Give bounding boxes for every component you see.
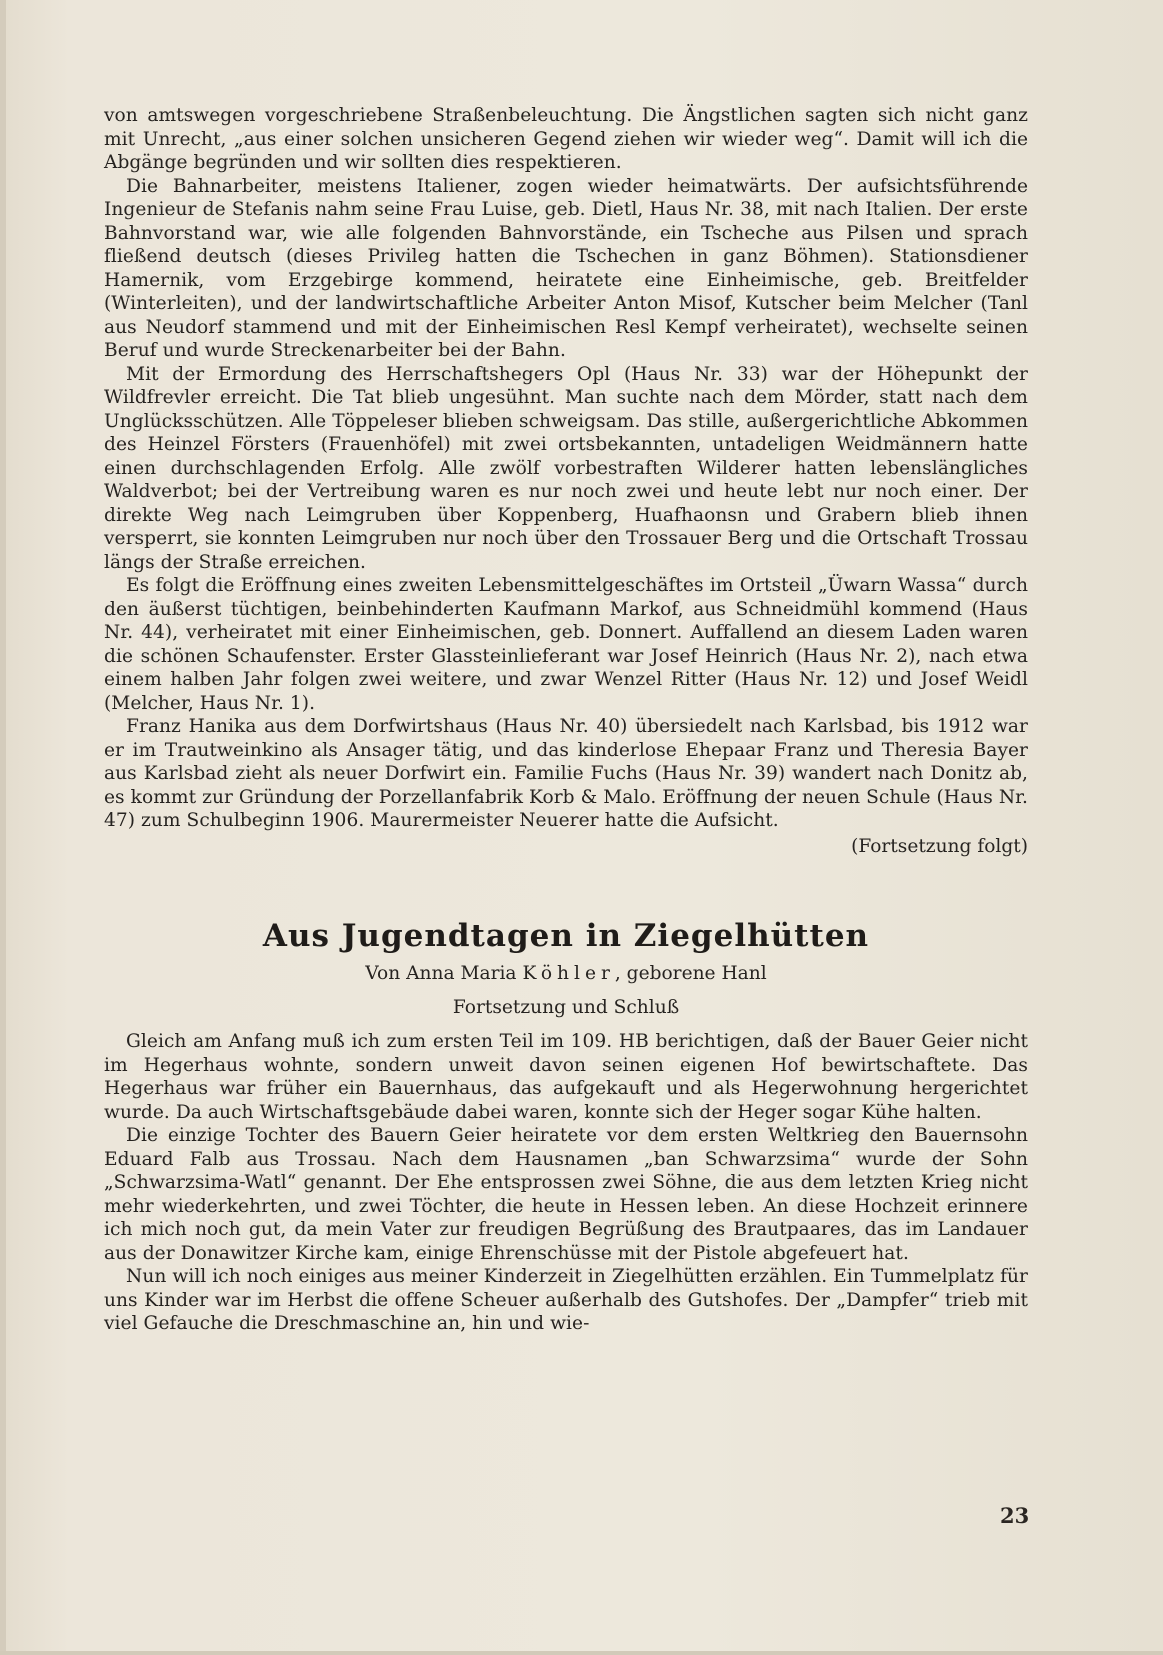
byline-author-name: Köhler <box>522 963 615 984</box>
article1-paragraph-3: Mit der Ermordung des Herrschaftshegers Opl (Haus Nr. 33) war der Höhepunkt der Wildfrevler erreicht. Die Tat blieb ungesühnt. Man suchte nach dem Mörder, statt nach dem Unglücksschützen. Alle Töppeleser blieben schweigsam. Das stille, außergerichtliche Abkommen des Heinzel Försters (Frauenhöfel) mit zwei ortsbekannten, untadeligen Weidmännern hatte einen durchschlagenden Erfolg. Alle zwölf vorbestraften Wilderer hatten lebenslängliches Waldverbot; bei der Vertreibung waren es nur noch zwei und heute lebt nur noch einer. Der direkte Weg nach Leimgruben über Koppenberg, Huafhaonsn und Grabern blieb ihnen versperrt, sie konnten Leimgruben nur noch über den Trossauer Berg und die Ortschaft Trossau längs der Straße erreichen. <box>104 363 1028 573</box>
continuation-note: (Fortsetzung folgt) <box>851 835 1028 857</box>
article1-paragraph-5: Franz Hanika aus dem Dorfwirtshaus (Haus Nr. 40) übersiedelt nach Karlsbad, bis 1912 war er im Trautweinkino als Ansager tätig, und das kinderlose Ehepaar Franz und Theresia Bayer aus Karlsbad zieht als neuer Dorfwirt ein. Familie Fuchs (Haus Nr. 39) wandert nach Donitz ab, es kommt zur Gründung der Porzellanfabrik Korb & Malo. Eröffnung der neuen Schule (Haus Nr. 47) zum Schulbeginn 1906. Maurermeister Neuerer hatte die Aufsicht. <box>104 716 1028 831</box>
page-number: 23 <box>1000 1503 1030 1528</box>
page-bottom-edge <box>0 1651 1163 1655</box>
article1-paragraph-2: Die Bahnarbeiter, meistens Italiener, zogen wieder heimatwärts. Der aufsichtsführende Ingenieur de Stefanis nahm seine Frau Luise, geb. Dietl, Haus Nr. 38, mit nach Italien. Der erste Bahnvorstand war, wie alle folgenden Bahnvorstände, ein Tscheche aus Pilsen und sprach fließend deutsch (dieses Privileg hatten die Tschechen in ganz Böhmen). Stationsdiener Hamernik, vom Erzgebirge kommend, heiratete eine Einheimische, geb. Breitfelder (Winterleiten), und der landwirtschaftliche Arbeiter Anton Misof, Kutscher beim Melcher (Tanl aus Neudorf stammend und mit der Einheimischen Resl Kempf verheiratet), wechselte seinen Beruf und wurde Streckenarbeiter bei der Bahn. <box>104 175 1028 361</box>
text-column <box>104 104 1028 1336</box>
page-left-edge <box>0 0 6 1655</box>
article2-subtitle: Fortsetzung und Schluß <box>452 997 680 1018</box>
article2-paragraph-2: Die einzige Tochter des Bauern Geier heiratete vor dem ersten Weltkrieg den Bauernsohn Eduard Falb aus Trossau. Nach dem Hausnamen „ban Schwarzsima“ wurde der Sohn „Schwarzsima-Watl“ genannt. Der Ehe entsprossen zwei Söhne, die aus dem letzten Krieg nicht mehr wiederkehrten, und zwei Töchter, die heute in Hessen leben. An diese Hochzeit erinnere ich mich noch gut, da mein Vater zur freudigen Begrüßung des Brautpaares, das im Landauer aus der Donawitzer Kirche kam, einige Ehrenschüsse mit der Pistole abgefeuert hat. <box>104 1125 1028 1264</box>
article2-title: Aus Jugendtagen in Ziegelhütten <box>262 918 870 954</box>
article2-paragraph-1: Gleich am Anfang muß ich zum ersten Teil im 109. HB berichtigen, daß der Bauer Geier nicht im Hegerhaus wohnte, sondern unweit davon seinen eigenen Hof bewirtschaftete. Das Hegerhaus war früher ein Bauernhaus, das aufgekauft und als Hegerwohnung hergerichtet wurde. Da auch Wirtschaftsgebäude dabei waren, konnte sich der Heger sogar Kühe halten. <box>104 1031 1028 1123</box>
byline-suffix: , geborene Hanl <box>614 963 767 984</box>
byline-prefix: Von Anna Maria <box>365 963 517 984</box>
article1-paragraph-4: Es folgt die Eröffnung eines zweiten Lebensmittelgeschäftes im Ortsteil „Üwarn Wassa“ durch den äußerst tüchtigen, beinbehinderten Kaufmann Markof, aus Schneidmühl kommend (Haus Nr. 44), verheiratet mit einer Einheimischen, geb. Donnert. Auffallend an diesem Laden waren die schönen Schaufenster. Erster Glassteinlieferant war Josef Heinrich (Haus Nr. 2), nach etwa einem halben Jahr folgen zwei weitere, und zwar Wenzel Ritter (Haus Nr. 12) und Josef Weidl (Melcher, Haus Nr. 1). <box>104 575 1028 714</box>
article2-byline <box>104 960 1028 988</box>
article2-paragraph-3: Nun will ich noch einiges aus meiner Kinderzeit in Ziegelhütten erzählen. Ein Tummelplatz für uns Kinder war im Herbst die offene Scheuer außerhalb des Gutshofes. Der „Dampfer“ trieb mit viel Gefauche die Dreschmaschine an, hin und wie- <box>104 1266 1028 1334</box>
article1-paragraph-1: von amtswegen vorgeschriebene Straßenbeleuchtung. Die Ängstlichen sagten sich nicht ganz mit Unrecht, „aus einer solchen unsicheren Gegend ziehen wir wieder weg“. Damit will ich die Abgänge begründen und wir sollten dies respektieren. <box>104 105 1028 173</box>
